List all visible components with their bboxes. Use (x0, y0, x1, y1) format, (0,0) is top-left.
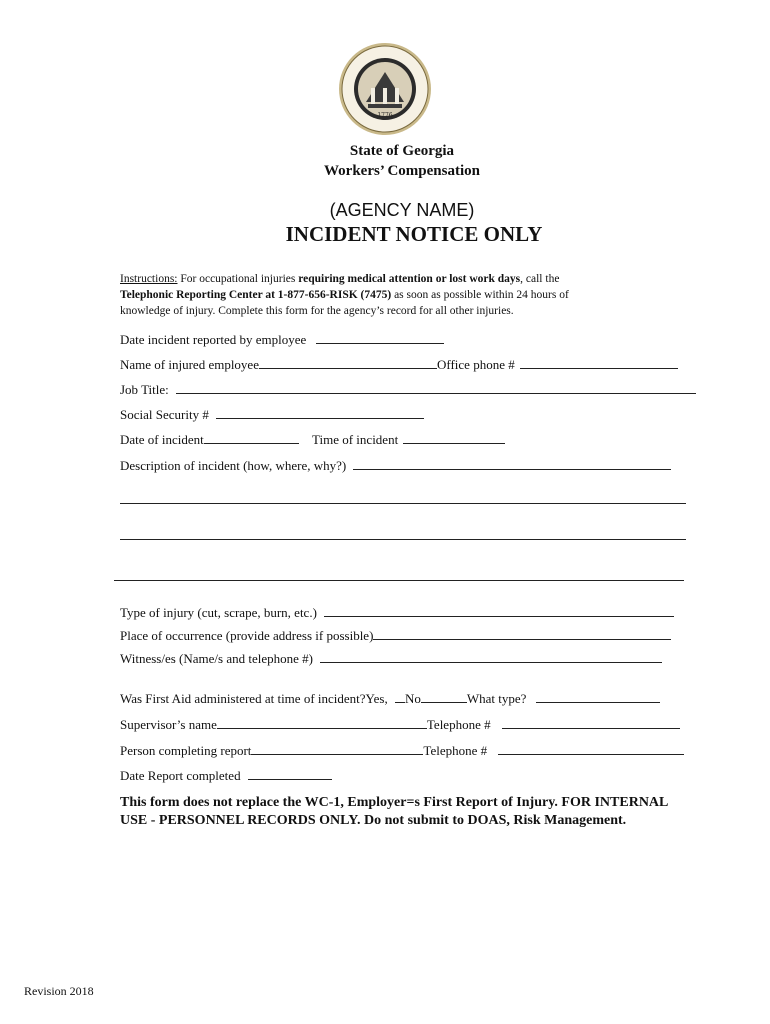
type-injury-row (120, 605, 674, 621)
office-phone-input[interactable] (520, 357, 678, 369)
instructions-text: For occupational injuries (177, 273, 299, 285)
field-label: Job Title: (120, 382, 169, 397)
type-injury-input[interactable] (324, 605, 674, 617)
witness-row (120, 651, 662, 667)
supervisor-phone-input[interactable] (502, 717, 680, 729)
description-line[interactable] (114, 580, 684, 581)
injured-employee-row (120, 357, 678, 373)
state-title: State of Georgia (349, 143, 455, 159)
instructions (120, 271, 620, 319)
svg-text:1776: 1776 (377, 112, 393, 119)
description-line[interactable] (120, 539, 686, 540)
field-label: Social Security # (120, 407, 209, 422)
supervisor-row (120, 717, 680, 733)
date-reported-row (120, 332, 444, 348)
internal-use-notice: This form does not replace the WC-1, Employer=s First Report of Injury. FOR INTERNAL USE - PERSONNEL RECORDS ONLY. Do not submit to DOAS, Risk Management. (120, 795, 668, 828)
field-label: Telephone # (423, 743, 488, 758)
instructions-label: Instructions: (120, 273, 178, 285)
person-completing-row (120, 743, 684, 759)
description-row (120, 458, 671, 474)
place-input[interactable] (373, 628, 671, 640)
date-completed-input[interactable] (248, 768, 332, 780)
field-label: Supervisor’s name (120, 717, 217, 732)
time-incident-input[interactable] (403, 432, 505, 444)
first-aid-yes-input[interactable] (395, 691, 405, 703)
date-time-row (120, 432, 505, 448)
field-label: Time of incident (312, 432, 399, 447)
field-label: What type? (466, 691, 527, 706)
ssn-input[interactable] (216, 407, 424, 419)
field-label: Date of incident (120, 432, 204, 447)
date-incident-input[interactable] (204, 432, 299, 444)
field-label: Name of injured employee (120, 357, 259, 372)
first-aid-type-input[interactable] (536, 691, 660, 703)
field-label: Date Report completed (120, 768, 241, 783)
field-label: Telephone # (426, 717, 491, 732)
ssn-row (120, 407, 424, 423)
person-completing-input[interactable] (251, 743, 423, 755)
field-label: Office phone # (436, 357, 515, 372)
georgia-seal (338, 42, 432, 136)
date-reported-input[interactable] (316, 332, 444, 344)
field-label: No (404, 691, 421, 706)
job-title-input[interactable] (176, 382, 696, 394)
agency-name: (AGENCY NAME) (329, 200, 475, 220)
person-phone-input[interactable] (498, 743, 684, 755)
description-line[interactable] (120, 503, 686, 504)
field-label: Was First Aid administered at time of incident?Yes, (120, 691, 388, 706)
program-title: Workers’ Compensation (324, 163, 480, 179)
field-label: Description of incident (how, where, why?) (120, 458, 347, 473)
field-label: Date incident reported by employee (120, 332, 307, 347)
field-label: Type of injury (cut, scrape, burn, etc.) (120, 605, 317, 620)
witness-input[interactable] (320, 651, 662, 663)
instructions-text: as soon as possible within 24 hours of (391, 289, 569, 301)
description-input[interactable] (353, 458, 671, 470)
field-label: Person completing report (120, 743, 252, 758)
instructions-bold: requiring medical attention or lost work days (298, 273, 521, 285)
reporting-center-phone: Telephonic Reporting Center at 1-877-656-RISK (7475) (120, 289, 392, 301)
revision-label: Revision 2018 (24, 984, 94, 998)
field-label: Witness/es (Name/s and telephone #) (120, 651, 313, 666)
job-title-row (120, 382, 696, 398)
injured-name-input[interactable] (259, 357, 437, 369)
field-label: Place of occurrence (provide address if possible) (120, 628, 374, 643)
first-aid-row (120, 691, 660, 707)
date-completed-row (120, 768, 332, 784)
first-aid-no-input[interactable] (421, 691, 467, 703)
form-title: INCIDENT NOTICE ONLY (285, 222, 543, 246)
instructions-text: , call the (520, 273, 560, 285)
supervisor-input[interactable] (217, 717, 427, 729)
instructions-text: knowledge of injury. Complete this form for the agency’s record for all other injuries. (120, 305, 514, 317)
place-row (120, 628, 671, 644)
